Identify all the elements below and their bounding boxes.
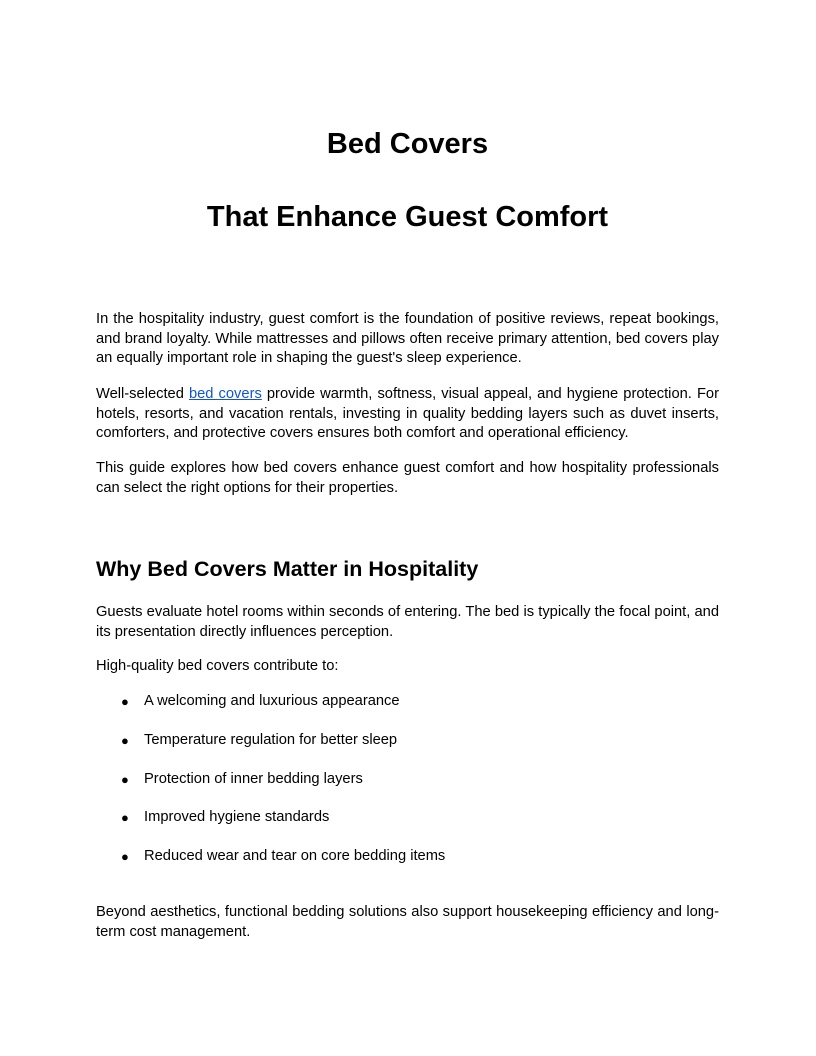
guide-paragraph: This guide explores how bed covers enhance guest comfort and how hospitality professionals can select the right options for their properties.: [96, 460, 719, 496]
paragraph-prefix: Well-selected: [96, 386, 189, 402]
bullet-icon: ●: [121, 694, 129, 709]
document-title-line-1: Bed Covers: [326, 128, 489, 160]
section-paragraph: Guests evaluate hotel rooms within seconds of entering. The bed is typically the focal point, and its presentation directly influences perception.: [96, 604, 719, 640]
closing-paragraph: Beyond aesthetics, functional bedding solutions also support housekeeping efficiency and long-term cost management.: [96, 904, 719, 940]
bed-covers-link[interactable]: bed covers: [188, 386, 262, 402]
list-item-text: Temperature regulation for better sleep: [144, 731, 398, 748]
paragraph-with-link: [96, 385, 719, 444]
list-item: [96, 731, 719, 770]
section-heading: Why Bed Covers Matter in Hospitality: [96, 557, 479, 581]
list-item-text: A welcoming and luxurious appearance: [144, 693, 400, 709]
list-item-text: Reduced wear and tear on core bedding items: [144, 848, 446, 865]
intro-paragraph: In the hospitality industry, guest comfort is the foundation of positive reviews, repeat bookings, and brand loyalty. While mattresses and pillows often receive primary attention, bed covers play an equally important role in shaping the guest's sleep experience.: [96, 311, 719, 366]
list-item: [96, 770, 719, 809]
bullet-icon: ●: [121, 732, 129, 748]
list-item: [96, 692, 719, 731]
list-intro: High-quality bed covers contribute to:: [96, 658, 339, 674]
list-item: [96, 808, 719, 847]
bullet-icon: ●: [121, 810, 129, 826]
document-title-line-2: That Enhance Guest Comfort: [206, 201, 609, 233]
list-item-text: Improved hygiene standards: [144, 809, 330, 826]
bullet-list: [96, 692, 719, 886]
paragraph-suffix: provide warmth, softness, visual appeal, and hygiene protection. For hotels, resorts, and vacation rentals, investing in quality bedding layers such as duvet inserts, comforters, and protective covers ensures both comfort and operational efficiency.: [96, 386, 719, 441]
list-item-text: Protection of inner bedding layers: [144, 770, 363, 787]
bullet-icon: ●: [121, 849, 129, 865]
list-item: [96, 847, 719, 886]
bullet-icon: ●: [121, 771, 129, 787]
